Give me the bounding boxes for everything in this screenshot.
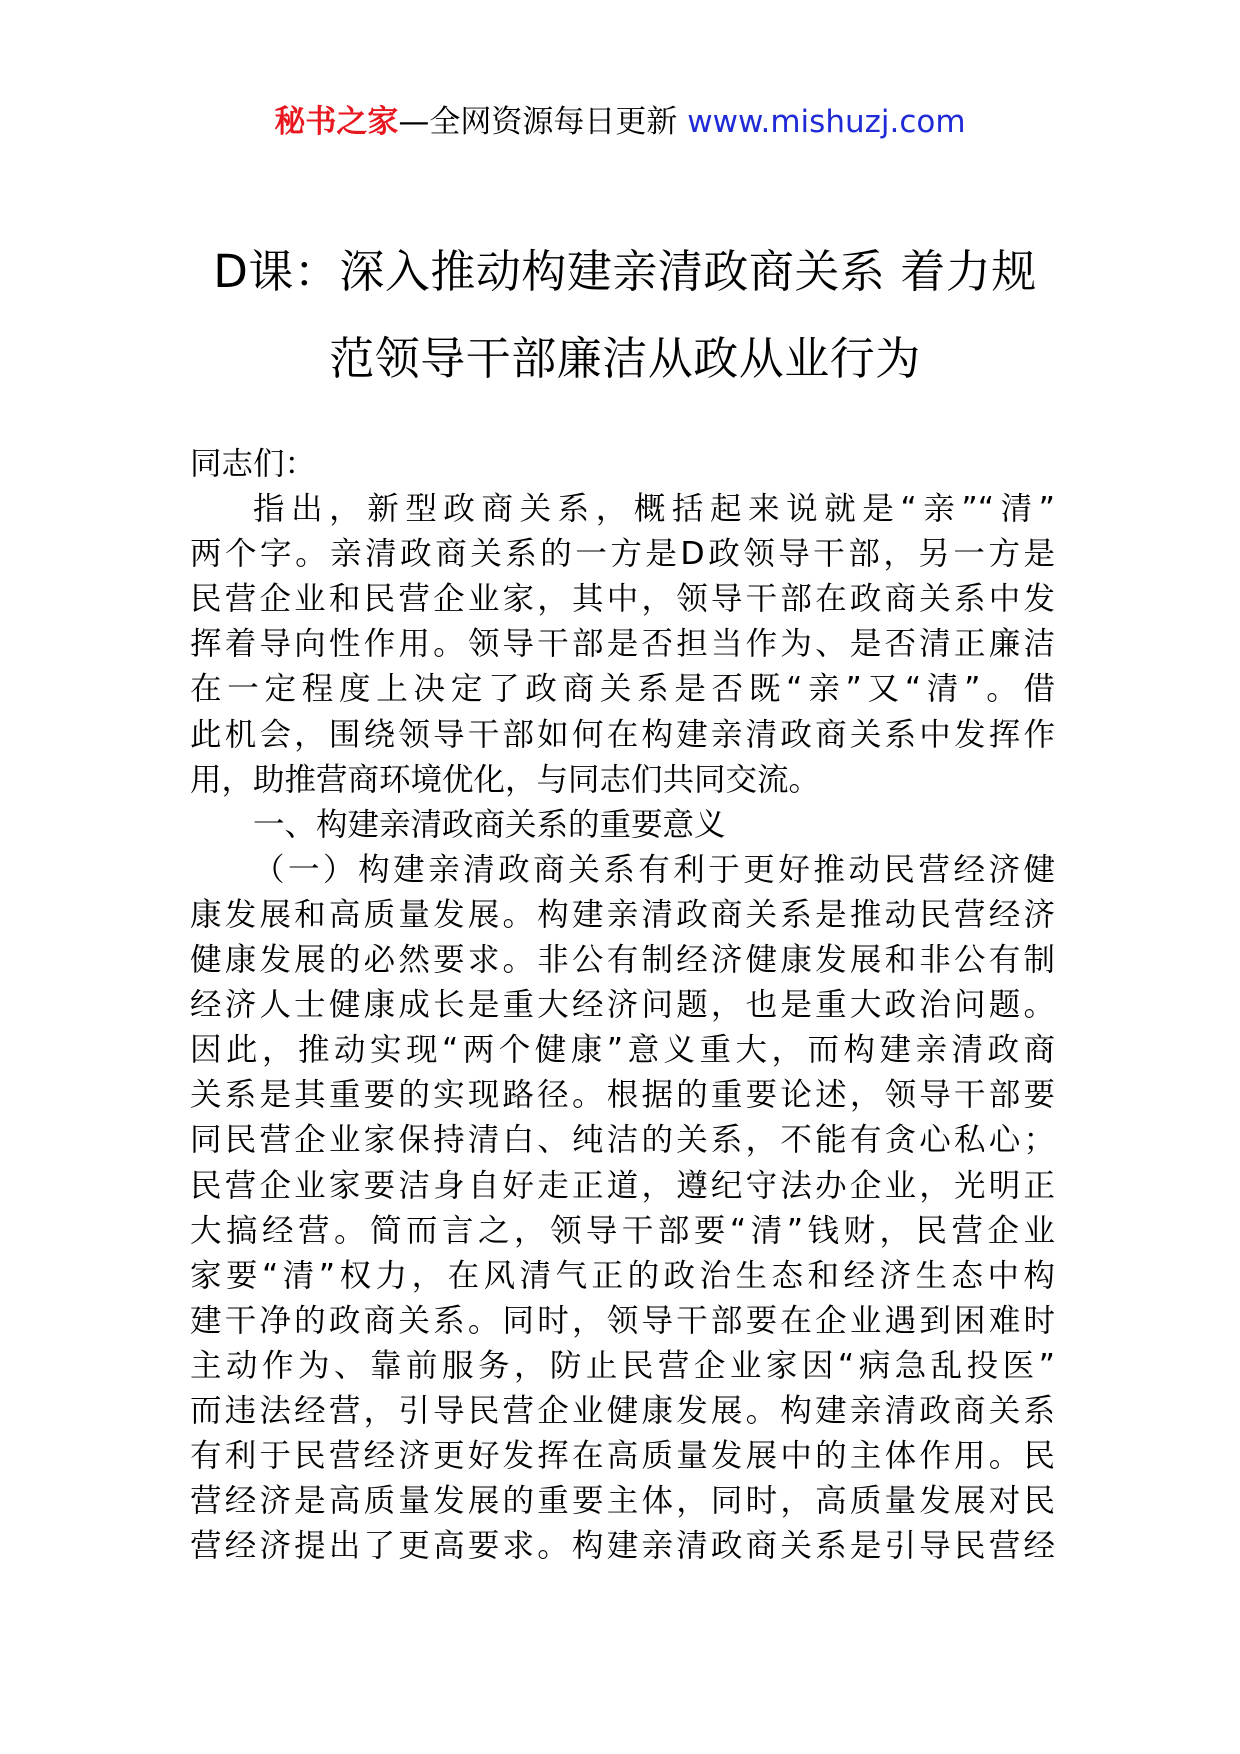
site-url-link[interactable]: www.mishuzj.com <box>687 104 966 140</box>
document-body <box>190 442 1055 1569</box>
body-line: 营经济是高质量发展的重要主体，同时，高质量发展对民 <box>190 1483 1055 1520</box>
title-line-1: D课：深入推动构建亲清政商关系 着力规 <box>213 245 1037 298</box>
document-title <box>190 228 1060 402</box>
salutation: 同志们： <box>190 446 317 482</box>
body-line: （一）构建亲清政商关系有利于更好推动民营经济健 <box>253 851 1055 888</box>
site-header <box>0 100 1240 144</box>
body-line: 主动作为、靠前服务，防止民营企业家因“病急乱投医” <box>190 1347 1055 1384</box>
body-line: 挥着导向性作用。领导干部是否担当作为、是否清正廉洁 <box>190 626 1055 663</box>
body-line: 有利于民营经济更好发挥在高质量发展中的主体作用。民 <box>190 1438 1055 1475</box>
body-line: 家要“清”权力，在风清气正的政治生态和经济生态中构 <box>190 1257 1055 1294</box>
brand-name: 秘书之家 <box>274 104 399 140</box>
body-line: 指出，新型政商关系，概括起来说就是“亲”“清” <box>253 491 1055 528</box>
body-line: 两个字。亲清政商关系的一方是D政领导干部，另一方是 <box>190 536 1055 573</box>
body-line: 此机会，围绕领导干部如何在构建亲清政商关系中发挥作 <box>190 716 1055 753</box>
body-line: 民营企业和民营企业家，其中，领导干部在政商关系中发 <box>190 581 1055 618</box>
body-line: 营经济提出了更高要求。构建亲清政商关系是引导民营经 <box>190 1528 1055 1565</box>
body-line: 经济人士健康成长是重大经济问题，也是重大政治问题。 <box>190 987 1055 1024</box>
body-line: 关系是其重要的实现路径。根据的重要论述，领导干部要 <box>190 1077 1055 1114</box>
body-line: 同民营企业家保持清白、纯洁的关系，不能有贪心私心； <box>190 1122 1055 1159</box>
body-line: 康发展和高质量发展。构建亲清政商关系是推动民营经济 <box>190 896 1055 933</box>
body-line: 用，助推营商环境优化，与同志们共同交流。 <box>190 761 821 798</box>
body-line: 民营企业家要洁身自好走正道，遵纪守法办企业，光明正 <box>190 1167 1055 1204</box>
header-tagline: —全网资源每日更新 <box>398 104 688 140</box>
body-line: 在一定程度上决定了政商关系是否既“亲”又“清”。借 <box>190 671 1055 708</box>
section-heading: 一、构建亲清政商关系的重要意义 <box>253 806 726 843</box>
title-line-2: 范领导干部廉洁从政从业行为 <box>329 332 921 385</box>
body-line: 健康发展的必然要求。非公有制经济健康发展和非公有制 <box>190 942 1055 979</box>
body-line: 而违法经营，引导民营企业健康发展。构建亲清政商关系 <box>190 1392 1055 1429</box>
body-line: 大搞经营。简而言之，领导干部要“清”钱财，民营企业 <box>190 1212 1055 1249</box>
body-line: 因此，推动实现“两个健康”意义重大，而构建亲清政商 <box>190 1032 1055 1069</box>
body-line: 建干净的政商关系。同时，领导干部要在企业遇到困难时 <box>190 1302 1055 1339</box>
